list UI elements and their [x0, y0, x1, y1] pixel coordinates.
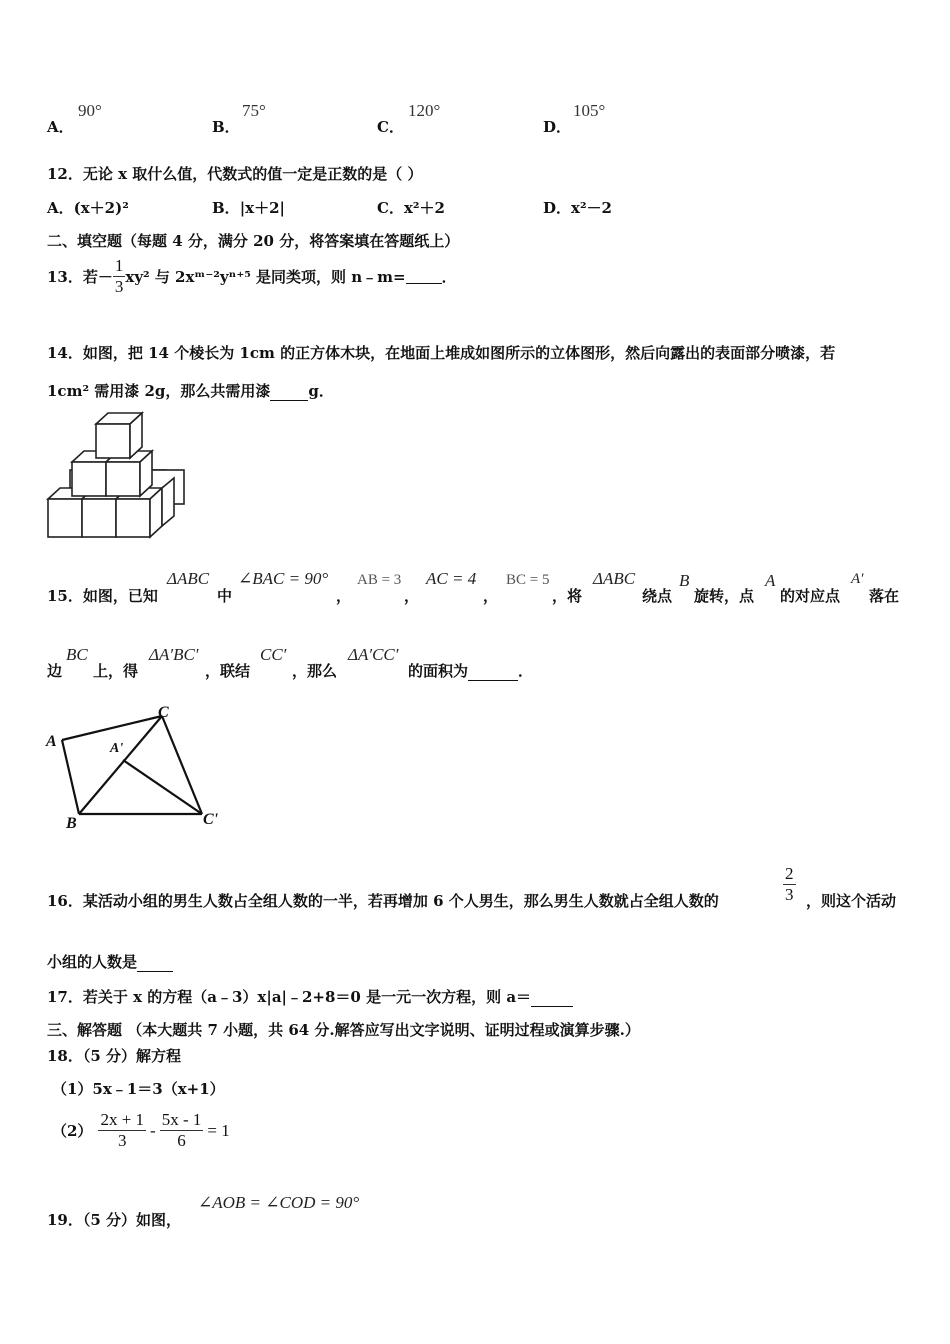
q14-line1: 14．如图，把 14 个棱长为 1cm 的正方体木块，在地面上堆成如图所示的立体图形，然后向露出的表面部分喷漆，若 [47, 344, 836, 362]
q15-answer-blank [468, 666, 518, 681]
q12-option-c: C．x²＋2 [377, 199, 445, 217]
q19-angle-expr: ∠AOB = ∠COD = 90° [198, 1193, 360, 1212]
q15-point-a-prime: A′ [851, 571, 864, 587]
fig-label-b: B [66, 815, 77, 832]
q15-text-namo: ，那么 [292, 662, 338, 680]
q13-answer-blank [406, 269, 442, 284]
q15-bc: BC = 5 [506, 572, 550, 588]
q15-ab: AB = 3 [357, 572, 402, 588]
fig-label-c-prime: C' [203, 811, 219, 828]
q15-point-a: A [765, 571, 776, 590]
q15-text-raodian: 绕点 [642, 587, 673, 605]
q15-triangle-figure [40, 700, 240, 835]
q15-text-zhong: 中 [217, 587, 233, 605]
q11-option-a-letter: A． [47, 118, 74, 136]
q18-part2: （2） $\frac{2x + 1}{3}$ - $\frac{5x - 1}{6}$ = 1 [52, 1110, 230, 1150]
q11-option-d-value: 105° [573, 101, 606, 120]
q13-fraction: $\frac{1}{3}$ [114, 256, 124, 296]
q12-option-a: A．(x＋2)² [47, 199, 129, 217]
q17-answer-blank [531, 992, 573, 1007]
q15-comma-2: ， [404, 587, 420, 605]
q15-text-shangde: 上，得 [93, 662, 139, 680]
q11-option-b-letter: B． [212, 118, 240, 136]
q13: 13．若－ $\frac{1}{3}$ xy² 与 2xᵐ⁻²yⁿ⁺⁵ 是同类项，则 n﹣m= ． [47, 256, 457, 296]
q11-option-c-letter: C． [377, 118, 404, 136]
q15-point-b: B [679, 571, 690, 590]
q15-ask: 的面积为 ． [408, 662, 534, 680]
q12-option-b: B．|x＋2| [212, 199, 285, 217]
fig-label-a: A [46, 733, 57, 750]
q15-edge-bc: BC [66, 645, 88, 664]
q18-title: 18．（5 分）解方程 [47, 1047, 182, 1065]
q11-option-b-value: 75° [242, 101, 266, 120]
q15-angle-bac: ∠BAC = 90° [238, 569, 329, 588]
section-3-heading: 三、解答题 （本大题共 7 小题，共 64 分.解答应写出文字说明、证明过程或演算步骤.） [47, 1021, 640, 1039]
q17: 17．若关于 x 的方程（a﹣3）x|a|﹣2+8＝0 是一元一次方程，则 a＝ [47, 986, 573, 1007]
q14-line2: 1cm² 需用漆 2g，那么共需用漆 g． [47, 382, 334, 400]
q15-text-jiang: ，将 [552, 587, 583, 605]
q15-text-bian: 边 [47, 662, 63, 680]
q11-option-c-value: 120° [408, 101, 441, 120]
q14-answer-blank [270, 386, 308, 401]
q18-fraction-1: $\frac{2x + 1}{3}$ [100, 1110, 145, 1150]
q15-text-xuanzhuan: 旋转，点 [694, 587, 755, 605]
q15-text-lianjie: ，联结 [205, 662, 251, 680]
fig-label-c: C [158, 704, 169, 721]
section-2-heading: 二、填空题（每题 4 分，满分 20 分，将答案填在答题纸上） [47, 232, 460, 250]
fig-label-a-prime: A' [110, 741, 124, 756]
cube-stack-figure [44, 410, 189, 540]
q15-ac: AC = 4 [426, 569, 477, 588]
q15-triangle-a1bc1: ΔA′BC′ [149, 645, 199, 664]
q16-line1-end: ，则这个活动 [806, 892, 897, 910]
q13-body: xy² 与 2xᵐ⁻²yⁿ⁺⁵ 是同类项，则 n﹣m= [125, 268, 406, 286]
q16-line1: 16．某活动小组的男生人数占全组人数的一半，若再增加 6 个人男生，那么男生人数就占全组人数的 [47, 892, 719, 910]
q15-comma-1: ， [336, 587, 352, 605]
q15-text-luozai: 落在 [869, 587, 900, 605]
q16-fraction: $\frac{2}{3}$ [785, 864, 794, 904]
q15-segment-cc1: CC′ [260, 645, 287, 664]
q18-fraction-2: $\frac{5x - 1}{6}$ [161, 1110, 202, 1150]
q11-option-d-letter: D． [543, 118, 572, 136]
q18-part1: （1）5x﹣1＝3（x+1） [52, 1080, 225, 1098]
q16-line2: 小组的人数是 [47, 951, 173, 972]
q15-intro: 15．如图，已知 [47, 587, 158, 605]
q19-title: 19．（5 分）如图， [47, 1211, 182, 1229]
q13-prefix: 13．若－ [47, 268, 113, 286]
q15-text-duiying: 的对应点 [780, 587, 841, 605]
q15-triangle-abc-2: ΔABC [593, 569, 636, 588]
q15-comma-3: ， [483, 587, 499, 605]
q11-option-a-value: 90° [78, 101, 102, 120]
q15-triangle-a1cc1: ΔA′CC′ [348, 645, 399, 664]
q12-option-d: D．x²－2 [543, 199, 612, 217]
q12-stem: 12．无论 x 取什么值，代数式的值一定是正数的是（ ） [47, 165, 423, 183]
q15-triangle-abc: ΔABC [167, 569, 210, 588]
q16-answer-blank [137, 957, 173, 972]
